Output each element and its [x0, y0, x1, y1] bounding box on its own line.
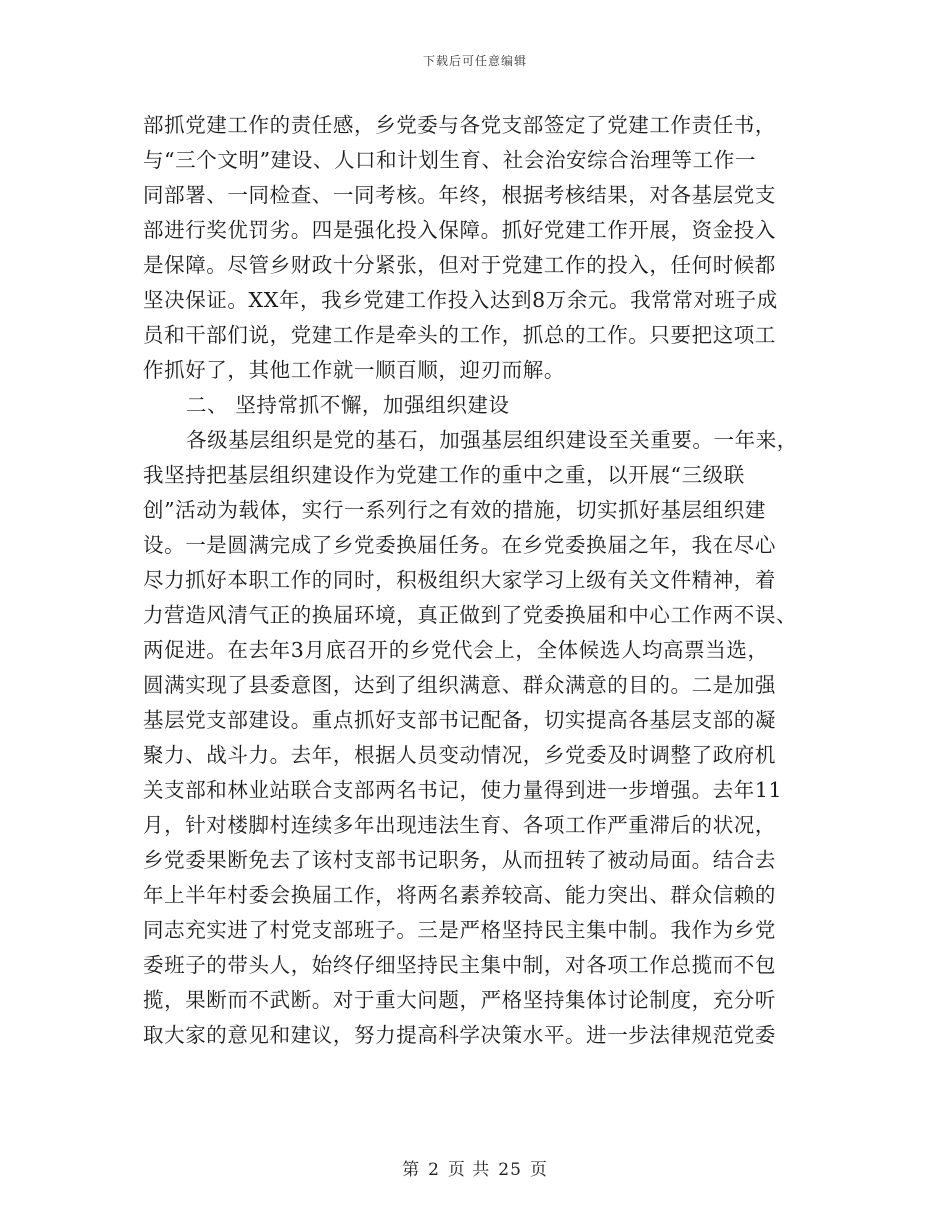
body-line: 坚决保证。XX年，我乡党建工作投入达到8万余元。我常常对班子成 — [143, 288, 778, 312]
body-line: 同部署、一同检查、一同考核。年终，根据考核结果，对各基层党支 — [143, 183, 776, 207]
footer-prefix: 第 — [402, 1160, 421, 1180]
body-line: 两促进。在去年3月底召开的乡党代会上，全体候选人均高票当选， — [143, 638, 769, 662]
page-number: 2 — [428, 1160, 440, 1180]
body-line: 创”活动为载体，实行一系列行之有效的措施，切实抓好基层组织建 — [143, 498, 766, 522]
total-pages: 25 — [498, 1160, 522, 1180]
body-line: 部进行奖优罚劣。四是强化投入保障。抓好党建工作开展，资金投入 — [143, 218, 776, 242]
body-line: 部抓党建工作的责任感，乡党委与各党支部签定了党建工作责任书， — [143, 113, 776, 137]
body-line: 作抓好了，其他工作就一顺百顺，迎刃而解。 — [143, 358, 565, 382]
body-line: 是保障。尽管乡财政十分紧张，但对于党建工作的投入，任何时候都 — [143, 253, 776, 277]
body-line: 与“三个文明”建设、人口和计划生育、社会治安综合治理等工作一 — [143, 148, 756, 172]
body-line: 委班子的带头人，始终仔细坚持民主集中制，对各项工作总揽而不包 — [143, 953, 776, 977]
body-line: 聚力、战斗力。去年，根据人员变动情况，乡党委及时调整了政府机 — [143, 743, 776, 767]
body-line: 月，针对楼脚村连续多年出现违法生育、各项工作严重滞后的状况， — [143, 813, 776, 837]
body-line: 圆满实现了县委意图，达到了组织满意、群众满意的目的。二是加强 — [143, 673, 776, 697]
body-line: 力营造风清气正的换届环境，真正做到了党委换届和中心工作两不误、 — [143, 603, 798, 627]
body-line: 乡党委果断免去了该村支部书记职务，从而扭转了被动局面。结合去 — [143, 848, 776, 872]
body-line: 设。一是圆满完成了乡党委换届任务。在乡党委换届之年，我在尽心 — [143, 533, 776, 557]
body-line: 基层党支部建设。重点抓好支部书记配备，切实提高各基层支部的凝 — [143, 708, 776, 732]
footer-middle: 页 共 — [447, 1160, 491, 1180]
body-line: 我坚持把基层组织建设作为党建工作的重中之重，以开展“三级联 — [143, 463, 745, 487]
footer-suffix: 页 — [529, 1160, 548, 1180]
body-line: 揽，果断而不武断。对于重大问题，严格坚持集体讨论制度，充分听 — [143, 988, 776, 1012]
body-line: 员和干部们说，党建工作是牵头的工作，抓总的工作。只要把这项工 — [143, 323, 776, 347]
body-line: 同志充实进了村党支部班子。三是严格坚持民主集中制。我作为乡党 — [143, 918, 776, 942]
body-line: 年上半年村委会换届工作，将两名素养较高、能力突出、群众信赖的 — [143, 883, 776, 907]
body-line: 关支部和林业站联合支部两名书记，使力量得到进一步增强。去年11 — [143, 778, 783, 802]
body-line: 取大家的意见和建议，努力提高科学决策水平。进一步法律规范党委 — [143, 1023, 776, 1047]
section-heading: 二、 坚持常抓不懈，加强组织建设 — [186, 393, 510, 417]
document-body — [143, 108, 808, 1053]
page-footer — [0, 1155, 950, 1180]
body-line: 尽力抓好本职工作的同时，积极组织大家学习上级有关文件精神，着 — [143, 568, 776, 592]
page-header: 下载后可任意编辑 — [422, 54, 527, 68]
paragraph-first-line: 各级基层组织是党的基石，加强基层组织建设至关重要。一年来， — [186, 428, 798, 452]
